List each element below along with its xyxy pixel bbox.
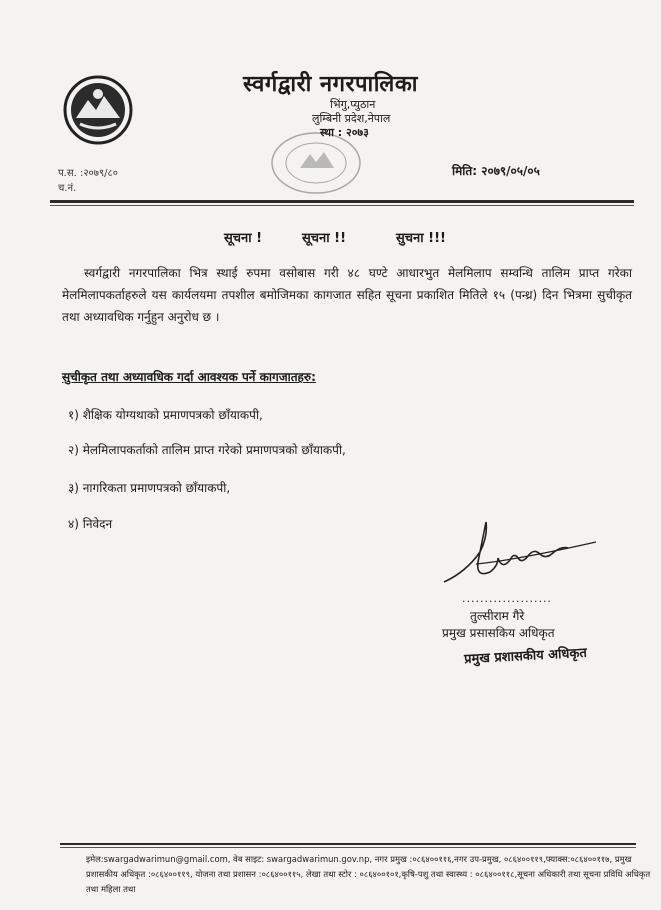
- footer-divider: [60, 843, 636, 845]
- header-divider: [50, 200, 634, 203]
- address-line: लुम्बिनी प्रदेश,नेपाल: [312, 112, 391, 125]
- notice-word: सुचना !!!: [396, 231, 446, 246]
- header-divider-thin: [50, 205, 634, 206]
- signer-title: प्रमुख प्रसासकिय अधिकृत: [442, 626, 555, 640]
- reference-number: प.स. :२०७९/८०: [58, 168, 118, 179]
- list-item: ४) निवेदन: [68, 517, 113, 531]
- handwritten-signature-icon: [436, 512, 606, 592]
- established-year: स्था : २०७३: [320, 126, 369, 139]
- address-line: भिंगु,प्युठान: [330, 98, 376, 111]
- documents-heading: सुचीकृत तथा अध्यावधिक गर्दा आवश्यक पर्ने कागजातहरु:: [62, 370, 316, 384]
- notice-word: सूचना !: [224, 231, 263, 246]
- designation-stamp: प्रमुख प्रशासकीय अधिकृत: [463, 645, 588, 668]
- contact-footer: इमेल:swargadwarimun@gmail.com, वेब साइट: swargadwarimun.gov.np, नगर प्रमुख :०८६४००११६,नगर उप-प्रमुख, ०८६४००११९,फ्याक्स:०८६४००११७, प्रमुख प्रशासकीय अधिकृत :०८६४००११९, योजना तथा प्रशासन :०८६४००११५, लेखा तथा स्टोर : ०८६४००१०१,कृषि-पशु तथा स्वास्थ्य : ०८६४००११८,सूचना अधिकारी तथा सूचना प्रविधि अधिकृत तथा महिला तथा: [86, 854, 651, 894]
- list-item: ३) नागरिकता प्रमाणपत्रको छाँयाकपी,: [68, 481, 231, 495]
- notice-paragraph: स्वर्गद्वारी नगरपालिका भित्र स्थाई रुपमा वसोबास गरी ४८ घण्टे आधारभुत मेलमिलाप सम्वन्धि तालिम प्राप्त गरेका मेलमिलापकर्ताहरुले यस कार्यलयमा तपशील बमोजिमका कागजात सहित सूचना प्रकाशित मितिले १५ (पन्ध्र) दिन भित्रमा सुचीकृत तथा अध्यावधिक गर्नुहुन अनुरोध छ ।: [62, 266, 632, 324]
- signature-line: ....................: [462, 592, 552, 605]
- letter-date: मिति: २०७९/०५/०५: [452, 164, 540, 178]
- footer-divider-thin: [60, 847, 636, 848]
- list-item: १) शैक्षिक योग्यथाको प्रमाणपत्रको छाँयाकपी,: [68, 408, 263, 422]
- dispatch-number: च.नं.: [58, 183, 77, 194]
- org-title: स्वर्गद्वारी नगरपालिका: [243, 71, 418, 97]
- list-item: २) मेलमिलापकर्ताको तालिम प्राप्त गरेको प्रमाणपत्रको छाँयाकपी,: [68, 443, 346, 457]
- signer-name: तुल्सीराम गैरे: [470, 609, 525, 623]
- notice-word: सूचना !!: [302, 231, 347, 246]
